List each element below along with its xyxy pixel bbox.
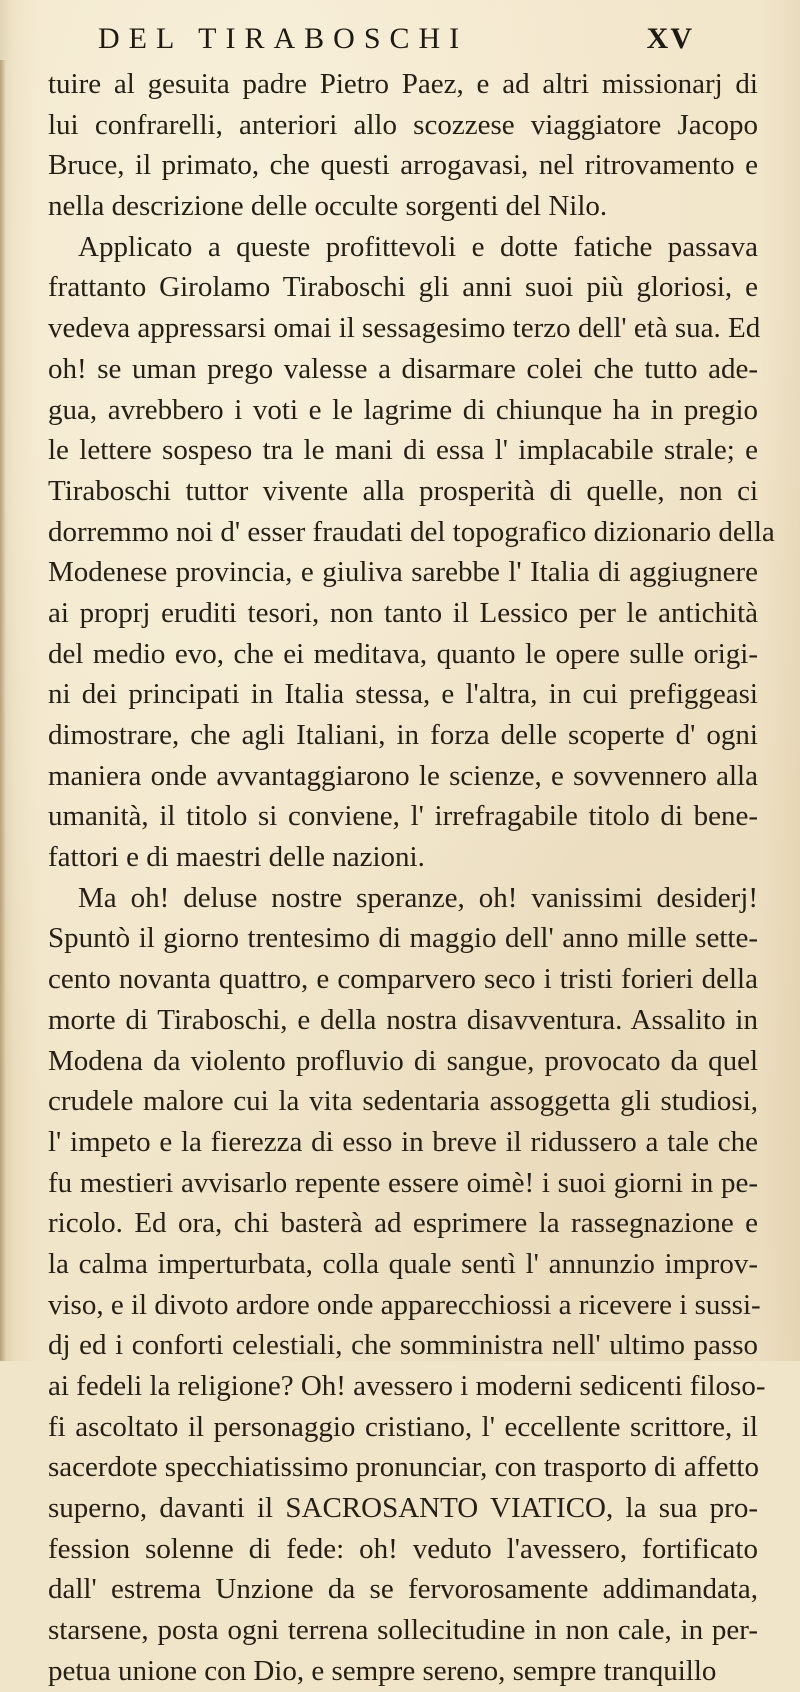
text-line: dj ed i conforti celestiali, che somministra nell' ultimo passo <box>48 1329 758 1362</box>
text-line: vedeva appressarsi omai il sessagesimo terzo dell' età sua. Ed <box>48 312 761 345</box>
text-line: gua, avrebbero i voti e le lagrime di chiunque ha in pregio <box>48 393 758 426</box>
text-line: tuire al gesuita padre Pietro Paez, e ad altri missionarj di <box>48 68 758 100</box>
text-line: morte di Tiraboschi, e della nostra disavventura. Assalito in <box>48 1003 758 1036</box>
text-line: frattanto Girolamo Tiraboschi gli anni suoi più gloriosi, e <box>48 271 758 304</box>
text-line: lui confrarelli, anteriori allo scozzese viaggiatore Jacopo <box>48 108 758 141</box>
page-binding-shadow <box>0 60 6 1361</box>
text-line: oh! se uman prego valesse a disarmare colei che tutto ade- <box>48 352 758 385</box>
text-line: ni dei principati in Italia stessa, e l'altra, in cui prefiggeasi <box>48 678 758 711</box>
text-line: dorremmo noi d' esser fraudati del topografico dizionario della <box>48 515 775 548</box>
text-line: cento novanta quattro, e comparvero seco i tristi forieri della <box>48 963 758 996</box>
text-line: ricolo. Ed ora, chi basterà ad esprimere la rassegnazione e <box>48 1207 758 1240</box>
text-line: ai fedeli la religione? Oh! avessero i moderni sedicenti filoso- <box>48 1370 766 1402</box>
text-line: fattori e di maestri delle nazioni. <box>48 841 425 874</box>
text-line: Bruce, il primato, che questi arrogavasi, nel ritrovamento e <box>48 149 758 182</box>
text-line: fi ascoltato il personaggio cristiano, l' eccellente scrittore, il <box>48 1410 758 1443</box>
text-line: starsene, posta ogni terrena sollecitudine in non cale, in per- <box>48 1614 758 1647</box>
page-number: XV <box>646 22 694 55</box>
text-line: l' impeto e la fierezza di esso in breve il ridussero a tale che <box>48 1125 758 1158</box>
text-line: ai proprj eruditi tesori, non tanto il Lessico per le antichità <box>48 596 758 629</box>
text-line: superno, davanti il SACROSANTO VIATICO, la sua pro- <box>48 1492 758 1525</box>
text-line: umanità, il titolo si conviene, l' irrefragabile titolo di bene- <box>48 800 758 833</box>
text-line: nella descrizione delle occulte sorgenti del Nilo. <box>48 190 608 223</box>
text-line: Tiraboschi tuttor vivente alla prosperità di quelle, non ci <box>48 474 758 507</box>
text-line: del medio evo, che ei meditava, quanto le opere sulle origi- <box>48 637 758 670</box>
text-line: maniera onde avvantaggiarono le scienze, e sovvennero alla <box>48 759 758 792</box>
text-line: Ma oh! deluse nostre speranze, oh! vanissimi desiderj! <box>78 881 758 914</box>
text-line: le lettere sospeso tra le mani di essa l' implacabile strale; e <box>48 434 758 467</box>
running-title: DEL TIRABOSCHI <box>98 22 469 55</box>
body-text <box>48 64 775 1692</box>
text-line: la calma imperturbata, colla quale sentì l' annunzio improv- <box>48 1247 758 1280</box>
text-line: fu mestieri avvisarlo repente essere oimè! i suoi giorni in pe- <box>48 1166 758 1199</box>
text-line: fession solenne di fede: oh! veduto l'avessero, fortificato <box>48 1532 758 1565</box>
text-line: petua unione con Dio, e sempre sereno, sempre tranquillo <box>48 1654 717 1687</box>
running-head <box>98 18 698 58</box>
text-line: Applicato a queste profittevoli e dotte fatiche passava <box>78 230 758 263</box>
text-line: Spuntò il giorno trentesimo di maggio dell' anno mille sette- <box>48 922 758 955</box>
text-line: Modenese provincia, e giuliva sarebbe l' Italia di aggiugnere <box>48 556 758 589</box>
text-line: Modena da violento profluvio di sangue, provocato da quel <box>48 1044 758 1077</box>
text-line: sacerdote specchiatissimo pronunciar, con trasporto di affetto <box>48 1451 759 1484</box>
text-line: crudele malore cui la vita sedentaria assoggetta gli studiosi, <box>48 1085 758 1118</box>
text-line: viso, e il divoto ardore onde apparecchiossi a ricevere i sussi- <box>48 1288 761 1321</box>
text-line: dall' estrema Unzione da se fervorosamente addimandata, <box>48 1573 758 1606</box>
text-line: dimostrare, che agli Italiani, in forza delle scoperte d' ogni <box>48 719 758 751</box>
